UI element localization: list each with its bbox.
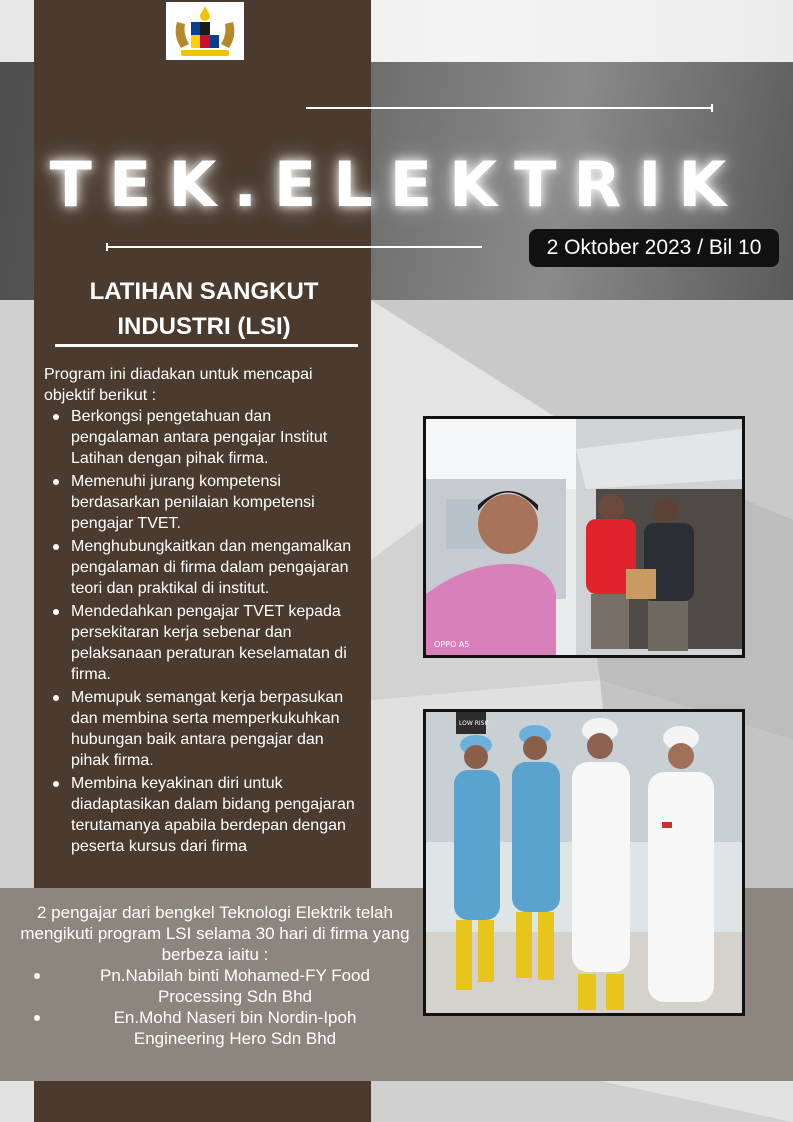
coat-of-arms-logo bbox=[166, 2, 244, 60]
heading-underline bbox=[55, 344, 358, 347]
photo-factory-group bbox=[423, 709, 745, 1016]
newsletter-title: TEK.ELEKTRIK bbox=[49, 148, 744, 221]
photo-factory-image bbox=[426, 712, 742, 1013]
article-body bbox=[44, 364, 362, 859]
objective-item: Mendedahkan pengajar TVET kepada persekitaran kerja sebenar dan pelaksanaan peraturan keselamatan di firma. bbox=[44, 601, 362, 685]
objective-item: Memenuhi jurang kompetensi berdasarkan penilaian kompetensi pengajar TVET. bbox=[44, 471, 362, 534]
objective-item: Membina keyakinan diri untuk diadaptasikan dalam bidang pengajaran terutamanya apabila berdepan dengan peserta kursus dari firma bbox=[44, 773, 362, 857]
summary-text: 2 pengajar dari bengkel Teknologi Elektrik telah mengikuti program LSI selama 30 hari di firma yang berbeza iaitu : bbox=[20, 903, 410, 964]
photo-sign-text: LOW RISK bbox=[459, 720, 489, 727]
participant-item: En.Mohd Naseri bin Nordin-Ipoh Engineering Hero Sdn Bhd bbox=[0, 1007, 430, 1049]
malaysia-coat-of-arms-icon bbox=[169, 4, 241, 58]
objective-item: Memupuk semangat kerja berpasukan dan membina serta memperkukuhkan hubungan baik antara pengajar dan pihak firma. bbox=[44, 687, 362, 771]
objective-item: Berkongsi pengetahuan dan pengalaman antara pengajar Institut Latihan dengan pihak firma. bbox=[44, 406, 362, 469]
issue-date-badge bbox=[529, 229, 779, 267]
article-heading-line2: INDUSTRI (LSI) bbox=[117, 313, 291, 340]
article-heading-line1: LATIHAN SANGKUT bbox=[89, 278, 319, 305]
header-rule-bottom bbox=[106, 246, 482, 248]
summary-block bbox=[0, 902, 430, 1049]
header-rule-top bbox=[306, 107, 713, 109]
participant-item: Pn.Nabilah binti Mohamed-FY Food Processing Sdn Bhd bbox=[0, 965, 430, 1007]
objective-item: Menghubungkaitkan dan mengamalkan pengalaman di firma dalam pengajaran teori dan praktikal di institut. bbox=[44, 536, 362, 599]
photo-selfie-image bbox=[426, 419, 742, 655]
participants-list bbox=[0, 965, 430, 1049]
rule-end-tick bbox=[711, 104, 713, 112]
article-heading bbox=[44, 274, 364, 344]
issue-date-text: 2 Oktober 2023 / Bil 10 bbox=[546, 236, 762, 259]
rule-end-tick bbox=[106, 243, 108, 251]
photo-selfie-workshop bbox=[423, 416, 745, 658]
photo-watermark: OPPO A5 bbox=[434, 640, 470, 649]
objectives-list bbox=[44, 406, 362, 857]
intro-line2: objektif berikut : bbox=[44, 387, 157, 404]
intro-line1: Program ini diadakan untuk mencapai bbox=[44, 366, 313, 383]
